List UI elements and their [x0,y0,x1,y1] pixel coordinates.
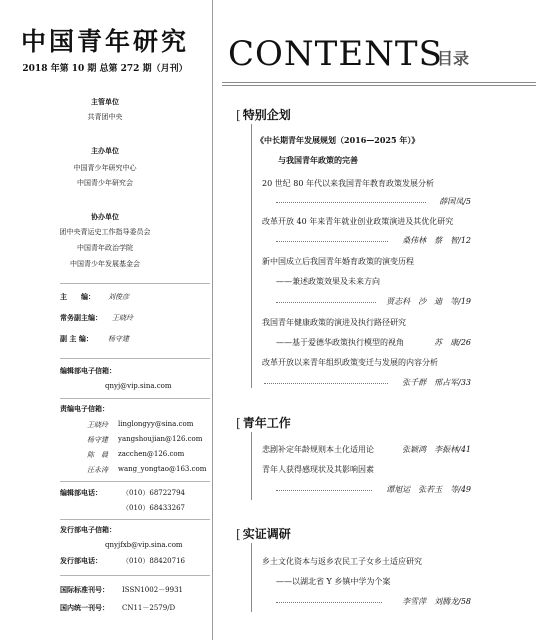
host-value: 中国青少年研究中心 [73,164,137,172]
editorial-email[interactable]: qnyj@vip.sina.com [105,382,172,390]
article-author: 张颖鸿 李振林/41 [402,445,471,454]
section-bar [251,124,252,388]
divider [60,575,210,576]
editor-email-label: 责编电子信箱： [60,404,109,413]
editor-name: 刘俊彦 [108,293,129,301]
article-author: 谭旭运 张若玉 等/49 [386,485,471,494]
leader-dots [276,602,382,603]
editorial-phone: （010）68722794 [122,489,185,497]
article-title[interactable]: 新中国成立后我国青年婚育政策的演变历程 [262,257,414,266]
divider [60,519,210,520]
article-title[interactable]: 改革开放以来青年组织政策变迁与发展的内容分析 [262,358,438,367]
leader-dots [276,302,376,303]
article-title[interactable]: 《中长期青年发展规划（2016—2025 年）》 [256,135,420,145]
leader-dots [276,241,388,242]
host-value: 中国青少年研究会 [77,179,133,187]
contents-title: CONTENTS [228,34,443,74]
sponsor-value: 共青团中央 [87,113,123,121]
editor-email-name: 王晓玲 [87,421,108,429]
header-rule [222,82,536,83]
distribution-email[interactable]: qnyjfxb@vip.sina.com [105,541,183,549]
divider [60,398,210,399]
section-bar [251,432,252,500]
editor-email[interactable]: zacchen@126.com [118,450,185,458]
article-title[interactable]: 20 世纪 80 年代以来我国青年教育政策发展分析 [262,179,434,188]
editor-email-name: 杨守建 [87,436,108,444]
issn-value: ISSN1002－9931 [122,586,183,594]
editor-label: 主 编： [60,292,95,301]
coorganizer-header: 协办单位 [91,212,119,221]
article-title[interactable]: 乡土文化资本与返乡农民工子女乡土适应研究 [262,557,422,566]
leader-dots [276,202,426,203]
section-title-special: [ 特别企划 [236,108,291,122]
article-subtitle[interactable]: 与我国青年政策的完善 [262,155,358,165]
editorial-email-label: 编辑部电子信箱： [60,366,116,375]
article-title[interactable]: 悲剧补定年龄规则本土化适用论 [262,445,374,454]
leader-dots [276,490,372,491]
editor-email[interactable]: linglongyy@sina.com [118,420,194,428]
masthead-column [0,0,210,640]
section-title-youth-work: [ 青年工作 [236,416,291,430]
issue-line: 2018 年第 10 期 总第 272 期（月刊） [22,64,188,74]
article-subtitle[interactable]: ——兼述政策效果及未来方向 [276,277,380,286]
divider [60,481,210,482]
editor-email-name: 陈 晨 [87,451,108,459]
distribution-email-label: 发行部电子信箱： [60,525,116,534]
issn-label: 国际标准刊号： [60,585,109,594]
deputy-editor-label: 副 主 编： [60,334,93,343]
exec-editor-name: 王晓玲 [112,314,133,322]
cn-value: CN11－2579/D [122,604,176,612]
article-author: 张千群 邢占军/33 [402,378,471,387]
deputy-editor-name: 杨守建 [108,335,129,343]
article-author: 李雪萍 刘腾龙/58 [402,597,471,606]
distribution-phone: （010）88420716 [122,557,185,565]
article-author: 贾志科 沙 迪 等/19 [386,297,471,306]
exec-editor-label: 常务副主编： [60,313,102,322]
article-author: 桑伟林 蔡 智/12 [402,236,471,245]
article-author: 苏 康/26 [434,338,471,347]
contents-subtitle: 目录 [437,49,470,68]
article-subtitle[interactable]: ——以湖北省 Y 乡镇中学为个案 [276,577,391,586]
coorganizer-value: 中国青少年发展基金会 [70,260,140,268]
divider [60,283,210,284]
article-title[interactable]: 改革开放 40 年来青年就业创业政策演进及其优化研究 [262,217,454,226]
section-title-survey: [ 实证调研 [236,527,291,541]
column-divider [212,0,213,640]
article-title[interactable]: 我国青年健康政策的演进及执行路径研究 [262,318,406,327]
editor-email[interactable]: yangshoujian@126.com [118,435,203,443]
coorganizer-value: 中国青年政治学院 [77,244,133,252]
leader-dots [264,383,388,384]
section-bar [251,543,252,612]
host-header: 主办单位 [91,146,119,155]
editorial-phone-label: 编辑部电话： [60,488,102,497]
cn-label: 国内统一刊号： [60,603,109,612]
journal-title: 中国青年研究 [20,27,189,56]
distribution-phone-label: 发行部电话： [60,556,102,565]
header-rule [222,85,536,86]
article-title[interactable]: 青年人获得感现状及其影响因素 [262,465,374,474]
editor-email-name: 汪永涛 [87,466,108,474]
coorganizer-value: 团中央青运史工作指导委员会 [59,228,151,236]
article-subtitle[interactable]: ——基于爱德华政策执行模型的视角 [276,338,404,347]
article-author: 薛国凤/5 [439,197,471,206]
divider [60,358,210,359]
editor-email[interactable]: wang_yongtao@163.com [118,465,207,473]
editorial-phone: （010）68433267 [122,504,185,512]
sponsor-header: 主管单位 [91,97,119,106]
